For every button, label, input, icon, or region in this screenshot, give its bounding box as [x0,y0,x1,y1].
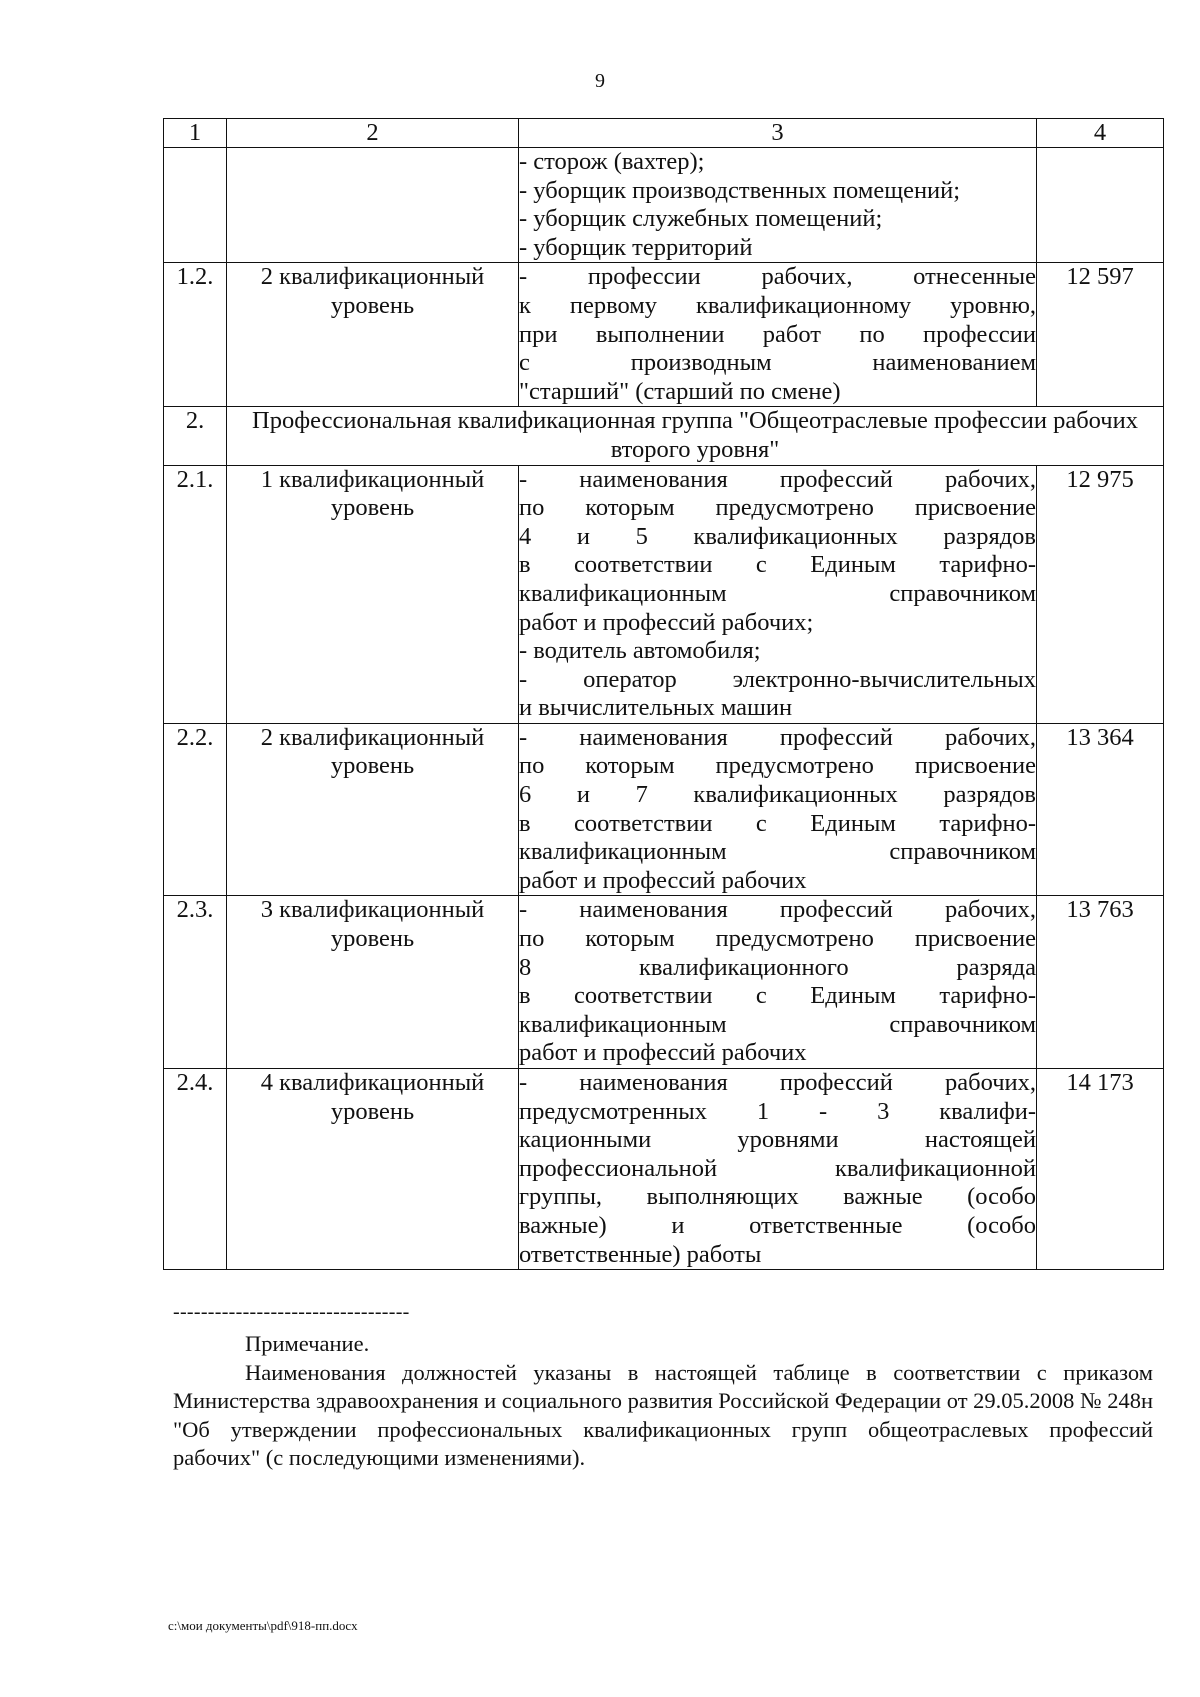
qualification-level-cell: 2 квалификационный уровень [227,263,519,407]
description-line: - наименования профессий рабочих, [519,465,1036,493]
description-line: предусмотренных 1 - 3 квалифи- [519,1097,1036,1125]
description-line: квалификационным справочником [519,1010,1036,1038]
qualification-level-cell: 2 квалификационный уровень [227,723,519,896]
description-line: - уборщик производственных помещений; [519,176,961,204]
description-line: - наименования профессий рабочих, [519,723,1036,751]
row-number-cell [164,148,227,263]
group-title-cell: Профессиональная квалификационная группа "Общеотраслевые профессии рабочих второго уровня" [227,407,1164,465]
description-line: при выполнении работ по профессии [519,320,1036,348]
table-header-row [164,119,1164,148]
header-cell: 2 [227,119,519,148]
qualification-level-cell: 1 квалификационный уровень [227,465,519,723]
description-line: к первому квалификационному уровню, [519,291,1036,319]
table-row [164,148,1164,263]
profession-description-cell [519,896,1037,1069]
description-line: профессиональной квалификационной [519,1154,1036,1182]
salary-amount-cell: 14 173 [1037,1069,1164,1270]
qualification-level-cell: 4 квалификационный уровень [227,1069,519,1270]
salary-amount-cell [1037,148,1164,263]
table-body [164,119,1164,1270]
description-line: - уборщик территорий [519,233,753,261]
row-number-cell: 2.3. [164,896,227,1069]
profession-description-cell [519,148,1037,263]
description-line: 6 и 7 квалификационных разрядов [519,781,1036,809]
description-line: кационными уровнями настоящей [519,1126,1036,1154]
page-number: 9 [595,70,605,92]
description-line: по которым предусмотрено присвоение [519,494,1036,522]
description-line: ответственные) работы [519,1240,762,1268]
table-row [164,896,1164,1069]
profession-description-cell [519,465,1037,723]
description-line: 4 и 5 квалификационных разрядов [519,522,1036,550]
qualification-level-cell: 3 квалификационный уровень [227,896,519,1069]
description-line: - наименования профессий рабочих, [519,896,1036,924]
row-number-cell: 1.2. [164,263,227,407]
table-row [164,723,1164,896]
table-row [164,263,1164,407]
description-line: - профессии рабочих, отнесенные [519,263,1036,291]
footnote-separator: ---------------------------------- [173,1301,410,1323]
description-line: работ и профессий рабочих; [519,608,814,636]
profession-description-cell [519,263,1037,407]
row-number-cell: 2.1. [164,465,227,723]
profession-description-cell [519,1069,1037,1270]
description-line: и вычислительных машин [519,694,793,722]
header-cell: 1 [164,119,227,148]
description-line: важные) и ответственные (особо [519,1211,1036,1239]
salary-table [163,118,1164,1270]
table-row [164,465,1164,723]
description-line: - наименования профессий рабочих, [519,1069,1036,1096]
note-block [173,1330,1153,1473]
description-line: - водитель автомобиля; [519,637,761,665]
description-line: группы, выполняющих важные (особо [519,1183,1036,1211]
description-line: "старший" (старший по смене) [519,377,841,405]
description-line: работ и профессий рабочих [519,866,807,894]
description-line: - уборщик служебных помещений; [519,205,883,233]
description-line: с производным наименованием [519,349,1036,377]
description-line: - сторож (вахтер); [519,148,705,175]
qualification-level-cell [227,148,519,263]
description-line: - оператор электронно-вычислительных [519,665,1036,693]
description-line: в соответствии с Единым тарифно- [519,982,1036,1010]
profession-description-cell [519,723,1037,896]
description-line: 8 квалификационного разряда [519,953,1036,981]
salary-amount-cell: 12 597 [1037,263,1164,407]
description-line: по которым предусмотрено присвоение [519,752,1036,780]
table-row [164,1069,1164,1270]
description-line: по которым предусмотрено присвоение [519,925,1036,953]
description-line: работ и профессий рабочих [519,1039,807,1067]
note-title: Примечание. [245,1331,370,1356]
row-number-cell: 2.2. [164,723,227,896]
description-line: в соответствии с Единым тарифно- [519,809,1036,837]
footer-file-path: c:\мои документы\pdf\918-пп.docx [168,1618,358,1633]
header-cell: 4 [1037,119,1164,148]
description-line: квалификационным справочником [519,579,1036,607]
salary-amount-cell: 13 364 [1037,723,1164,896]
header-cell: 3 [519,119,1037,148]
row-number-cell: 2. [164,407,227,465]
row-number-cell: 2.4. [164,1069,227,1270]
salary-amount-cell: 13 763 [1037,896,1164,1069]
salary-amount-cell: 12 975 [1037,465,1164,723]
description-line: квалификационным справочником [519,838,1036,866]
description-line: в соответствии с Единым тарифно- [519,551,1036,579]
note-body: Наименования должностей указаны в настоящей таблице в соответствии с приказом Министерства здравоохранения и социального развития Российской Федерации от 29.05.2008 № 248н "Об утверждении профессиональных квалификационных групп общеотраслевых профессий рабочих" (с последующими изменениями). [173,1359,1153,1470]
group-row [164,407,1164,465]
